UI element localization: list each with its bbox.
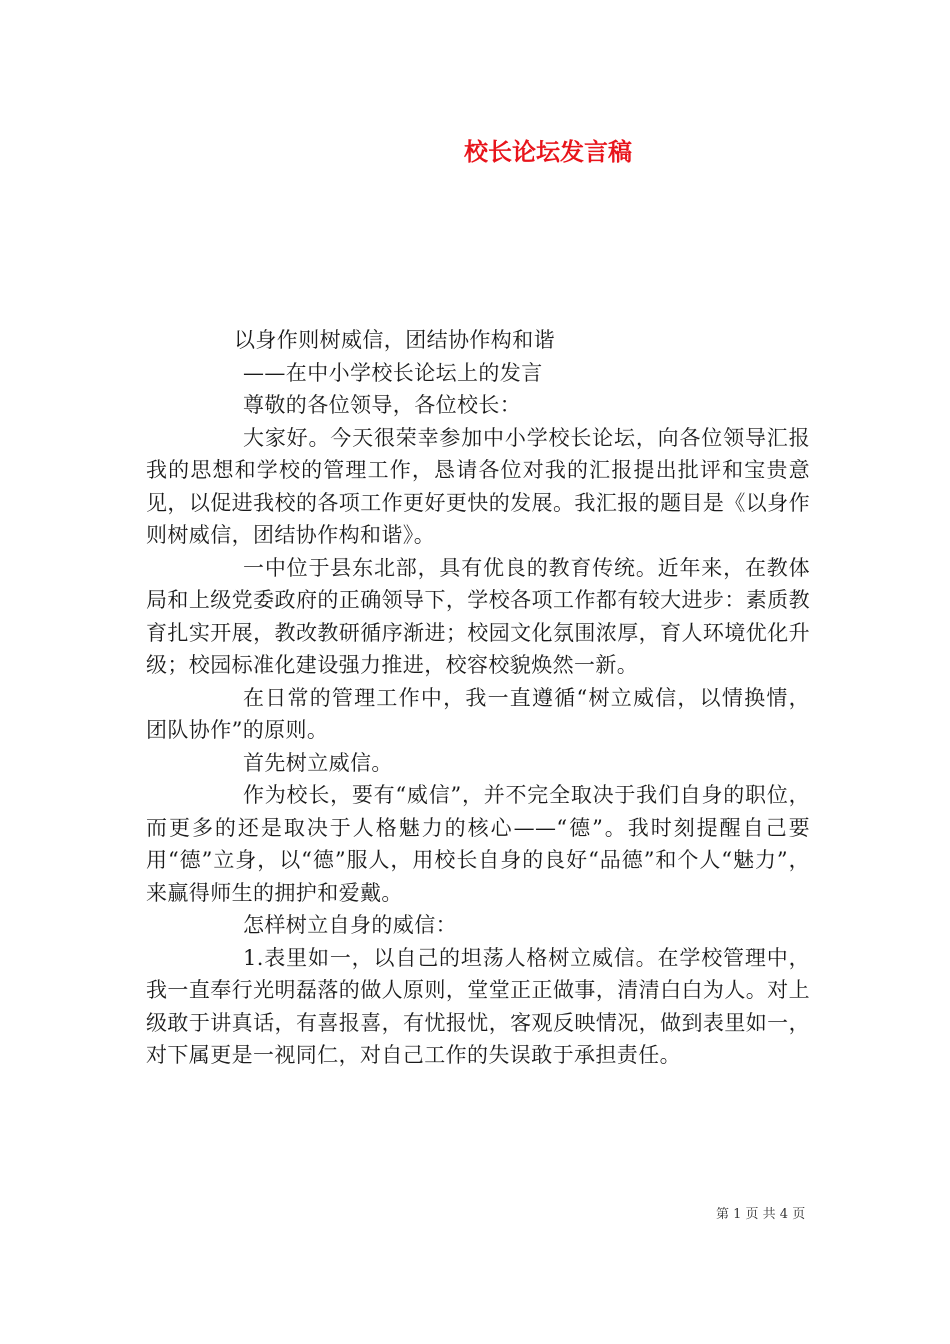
speech-subtitle: 以身作则树威信，团结协作构和谐 — [234, 328, 555, 352]
salutation: 尊敬的各位领导，各位校长： — [243, 393, 522, 417]
page-number: 第 1 页 共 4 页 — [716, 1207, 806, 1222]
paragraph-heading-authority: 首先树立威信。 — [243, 750, 393, 775]
paragraph-virtue: 作为校长，要有“威信”，并不完全取决于我们自身的职位，而更多的还是取决于人格魅力的核心——“德”。我时刻提醒自己要用“德”立身，以“德”服人，用校长自身的良好“品德”和个人“魅力”，来赢得师生的拥护和爱戴。 — [146, 783, 810, 905]
speech-byline: ——在中小学校长论坛上的发言 — [243, 360, 543, 385]
paragraph-how-to: 怎样树立自身的威信： — [243, 913, 457, 937]
document-body — [146, 324, 810, 1072]
paragraph-school: 一中位于县东北部，具有优良的教育传统。近年来，在教体局和上级党委政府的正确领导下，学校各项工作都有较大进步：素质教育扎实开展，教改教研循序渐进；校园文化氛围浓厚，育人环境优化升级；校园标准化建设强力推进，校容校貌焕然一新。 — [146, 555, 810, 677]
paragraph-intro: 大家好。今天很荣幸参加中小学校长论坛，向各位领导汇报我的思想和学校的管理工作，恳请各位对我的汇报提出批评和宝贵意见，以促进我校的各项工作更好更快的发展。我汇报的题目是《以身作则树威信，团结协作构和谐》。 — [146, 425, 810, 547]
document-title: 校长论坛发言稿 — [464, 137, 632, 166]
paragraph-principle: 在日常的管理工作中，我一直遵循“树立威信，以情换情，团队协作”的原则。 — [146, 685, 810, 742]
paragraph-point-1: 1.表里如一，以自己的坦荡人格树立威信。在学校管理中，我一直奉行光明磊落的做人原则，堂堂正正做事，清清白白为人。对上级敢于讲真话，有喜报喜，有忧报忧，客观反映情况，做到表里如一，对下属更是一视同仁，对自己工作的失误敢于承担责任。 — [146, 945, 810, 1067]
